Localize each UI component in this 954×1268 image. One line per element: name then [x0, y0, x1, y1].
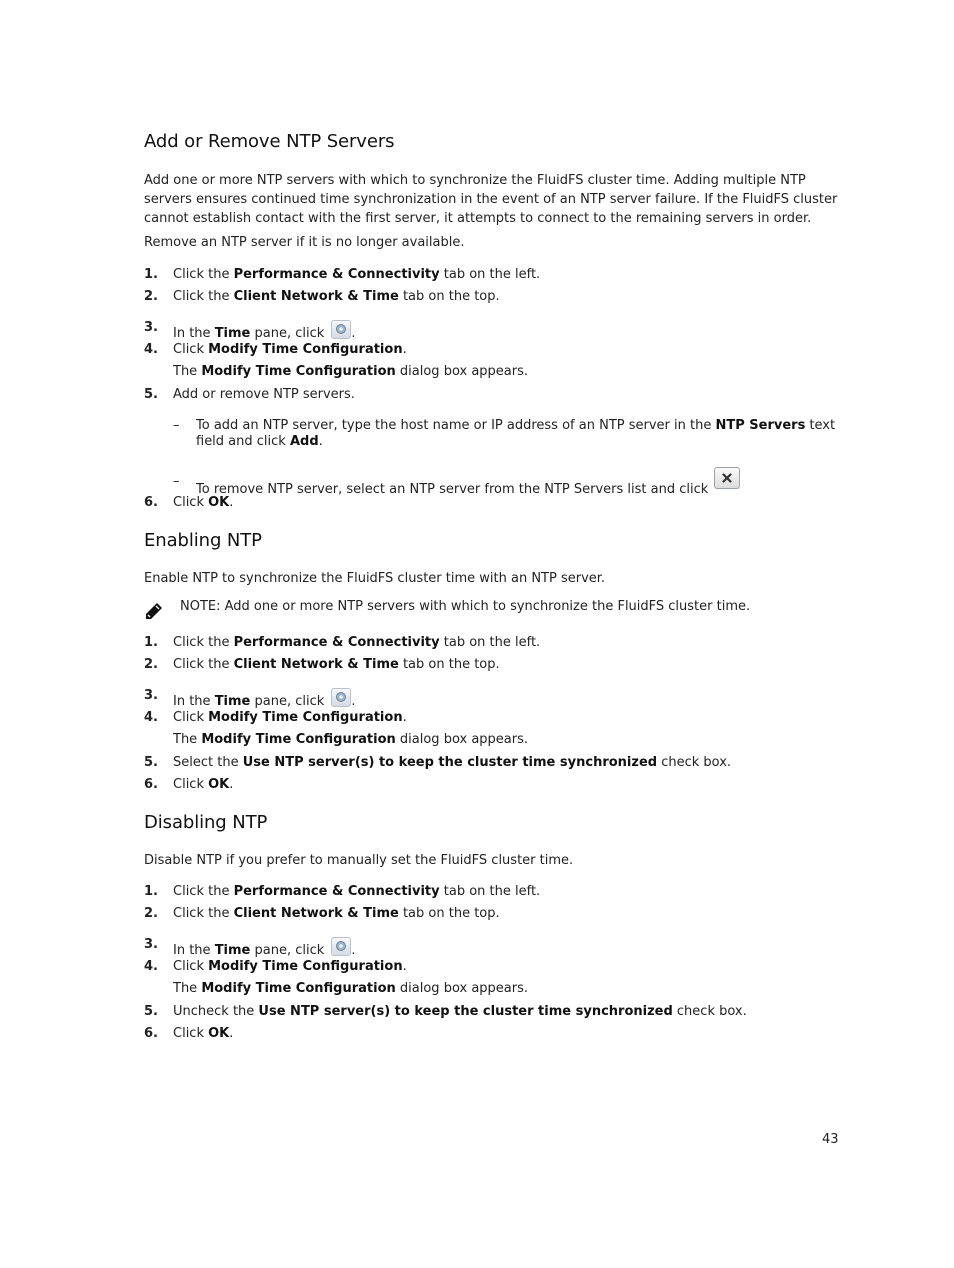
pencil-icon [144, 601, 164, 621]
step-text: Click the Client Network & Time tab on the top. [173, 289, 500, 304]
step-text: Click the Client Network & Time tab on the top. [173, 906, 500, 921]
sub-step-text: field and click Add. [196, 434, 323, 449]
step-text: Click the Performance & Connectivity tab on the left. [173, 884, 541, 899]
gear-icon[interactable] [331, 320, 351, 339]
step-result-text: The Modify Time Configuration dialog box appears. [173, 364, 529, 379]
step-number: 4. [144, 710, 158, 725]
sub-step-dash: – [173, 474, 180, 489]
step-number: 3. [144, 937, 158, 952]
sub-step-dash: – [173, 418, 180, 433]
gear-icon[interactable] [331, 688, 351, 707]
step-text: Click the Performance & Connectivity tab on the left. [173, 267, 541, 282]
note-text: NOTE: Add one or more NTP servers with which to synchronize the FluidFS cluster time. [180, 599, 751, 614]
step-number: 1. [144, 267, 158, 282]
gear-icon[interactable] [331, 937, 351, 956]
step-number: 5. [144, 1004, 158, 1019]
step-number: 2. [144, 289, 158, 304]
step-number: 2. [144, 657, 158, 672]
step-number: 6. [144, 1026, 158, 1041]
step-number: 1. [144, 884, 158, 899]
step-text: Add or remove NTP servers. [173, 387, 355, 402]
step-number: 4. [144, 342, 158, 357]
step-number: 6. [144, 777, 158, 792]
step-number: 4. [144, 959, 158, 974]
step-number: 2. [144, 906, 158, 921]
section-title-enabling-ntp: Enabling NTP [144, 530, 262, 551]
step-result-text: The Modify Time Configuration dialog box appears. [173, 981, 529, 996]
step-number: 1. [144, 635, 158, 650]
step-number: 5. [144, 387, 158, 402]
sub-step-text: To add an NTP server, type the host name or IP address of an NTP server in the NTP Servers text [196, 418, 836, 433]
section-intro-2: Remove an NTP server if it is no longer available. [144, 235, 465, 250]
section-title-add-remove-ntp: Add or Remove NTP Servers [144, 131, 395, 152]
step-number: 3. [144, 688, 158, 703]
step-number: 3. [144, 320, 158, 335]
step-text: Select the Use NTP server(s) to keep the cluster time synchronized check box. [173, 755, 732, 770]
step-text: Uncheck the Use NTP server(s) to keep the cluster time synchronized check box. [173, 1004, 747, 1019]
step-text: Click OK. [173, 1026, 234, 1041]
step-text: In the Time pane, click . [173, 937, 356, 958]
step-text: Click Modify Time Configuration. [173, 342, 407, 357]
step-number: 5. [144, 755, 158, 770]
step-text: In the Time pane, click . [173, 688, 356, 709]
step-text: In the Time pane, click . [173, 320, 356, 341]
section-title-disabling-ntp: Disabling NTP [144, 812, 268, 833]
step-text: Click the Client Network & Time tab on the top. [173, 657, 500, 672]
section-intro: Add one or more NTP servers with which to synchronize the FluidFS cluster time. Adding multiple NTP servers ensures continued time synchronization in the event of an NTP server failure. If the FluidFS cluster cannot establish contact with the first server, it attempts to connect to the remaining servers in order. [144, 173, 838, 226]
page-number: 43 [822, 1132, 839, 1147]
step-number: 6. [144, 495, 158, 510]
step-text: Click the Performance & Connectivity tab on the left. [173, 635, 541, 650]
step-text: Click OK. [173, 495, 234, 510]
sub-step-text: To remove NTP server, select an NTP server from the NTP Servers list and click [196, 467, 740, 490]
step-result-text: The Modify Time Configuration dialog box appears. [173, 732, 529, 747]
section-intro: Disable NTP if you prefer to manually set the FluidFS cluster time. [144, 853, 574, 868]
step-text: Click Modify Time Configuration. [173, 959, 407, 974]
step-text: Click Modify Time Configuration. [173, 710, 407, 725]
section-intro: Enable NTP to synchronize the FluidFS cluster time with an NTP server. [144, 571, 606, 586]
close-icon[interactable] [714, 467, 740, 489]
step-text: Click OK. [173, 777, 234, 792]
